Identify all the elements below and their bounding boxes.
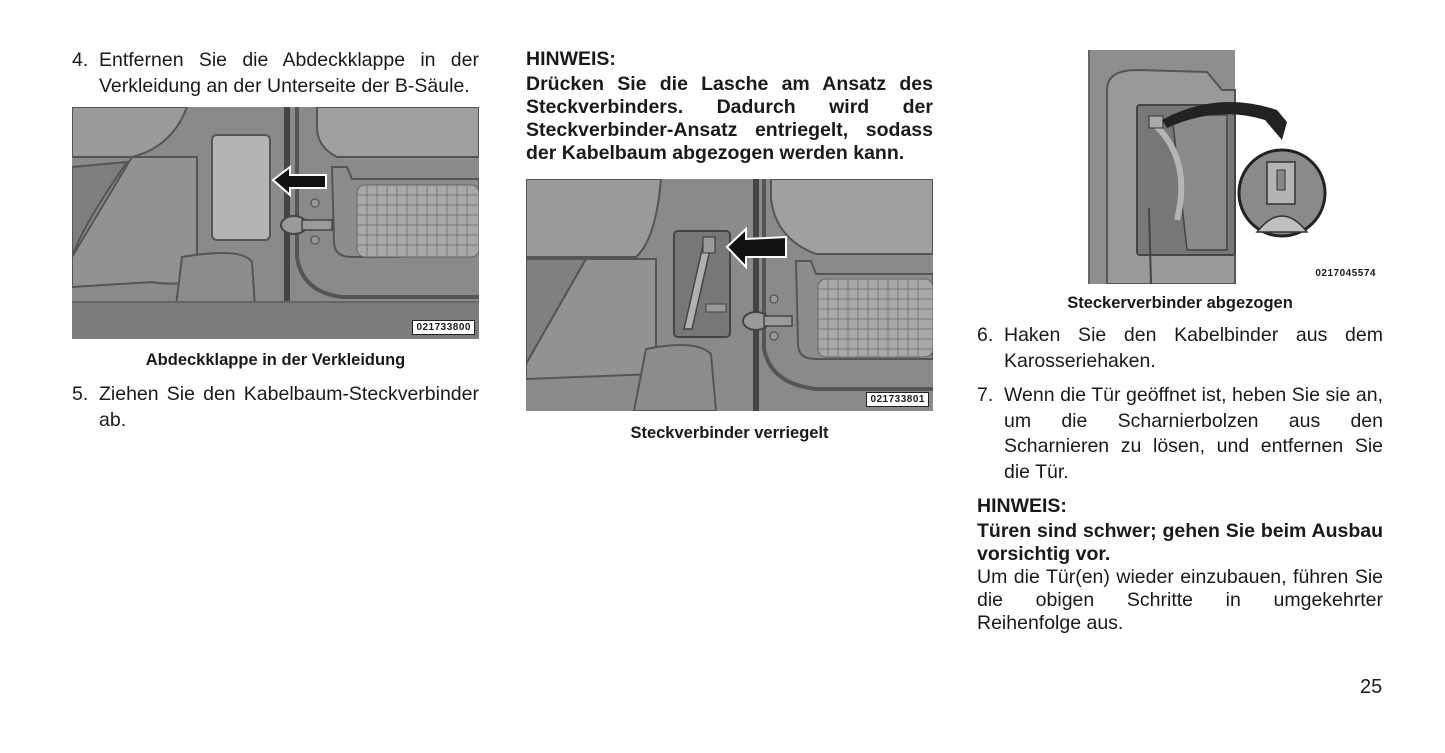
step-text: Entfernen Sie die Abdeckklappe in der Verkleidung an der Unterseite der B-Säule. [99, 49, 479, 97]
step-text: Haken Sie den Kabelbinder aus dem Karosseriehaken. [1004, 324, 1383, 372]
column-right [977, 50, 1383, 635]
figure-connector-locked [526, 179, 933, 411]
connector-disconnected-illustration [977, 50, 1383, 284]
step-number: 5. [72, 383, 89, 405]
figure-cover-panel [72, 107, 479, 339]
note-bold-text: Türen sind schwer; gehen Sie beim Ausbau vorsichtig vor. [977, 520, 1383, 565]
cover-flap-shape [212, 135, 270, 240]
step-6 [977, 323, 1383, 374]
column-left [72, 48, 479, 433]
step-number: 6. [977, 324, 994, 346]
figure-code: 021733800 [412, 320, 475, 335]
figure-connector-disconnected [977, 50, 1383, 284]
figure-caption: Steckverbinder verriegelt [630, 424, 829, 442]
note-text: Drücken Sie die Lasche am Ansatz des Steckverbinders. Dadurch wird der Steckverbinder-Ansatz entriegelt, sodass der Kabelbaum abgezogen werden kann. [526, 73, 933, 164]
cover-panel-illustration [72, 107, 479, 339]
note-body-text: Um die Tür(en) wieder einzubauen, führen Sie die obigen Schritte in umgekehrter Reihenfolge aus. [977, 566, 1383, 634]
step-text: Wenn die Tür geöffnet ist, heben Sie sie an, um die Scharnierbolzen aus den Scharnieren zu lösen, und entfernen Sie die Tür. [1004, 384, 1383, 483]
note-heading: HINWEIS: [526, 48, 616, 70]
step-4 [72, 48, 479, 99]
figure-code: 0217045574 [1315, 268, 1376, 279]
figure-caption: Abdeckklappe in der Verkleidung [145, 351, 406, 369]
column-middle [526, 48, 933, 443]
step-number: 4. [72, 49, 89, 71]
figure-caption: Steckerverbinder abgezogen [1067, 294, 1293, 312]
step-5 [72, 382, 479, 433]
connector-locked-illustration [526, 179, 933, 411]
step-number: 7. [977, 384, 994, 406]
step-7 [977, 383, 1383, 485]
page-number: 25 [1360, 676, 1383, 698]
figure-code: 021733801 [866, 392, 929, 407]
step-text: Ziehen Sie den Kabelbaum-Steckverbinder ab. [99, 383, 479, 431]
note-heading: HINWEIS: [977, 495, 1067, 517]
